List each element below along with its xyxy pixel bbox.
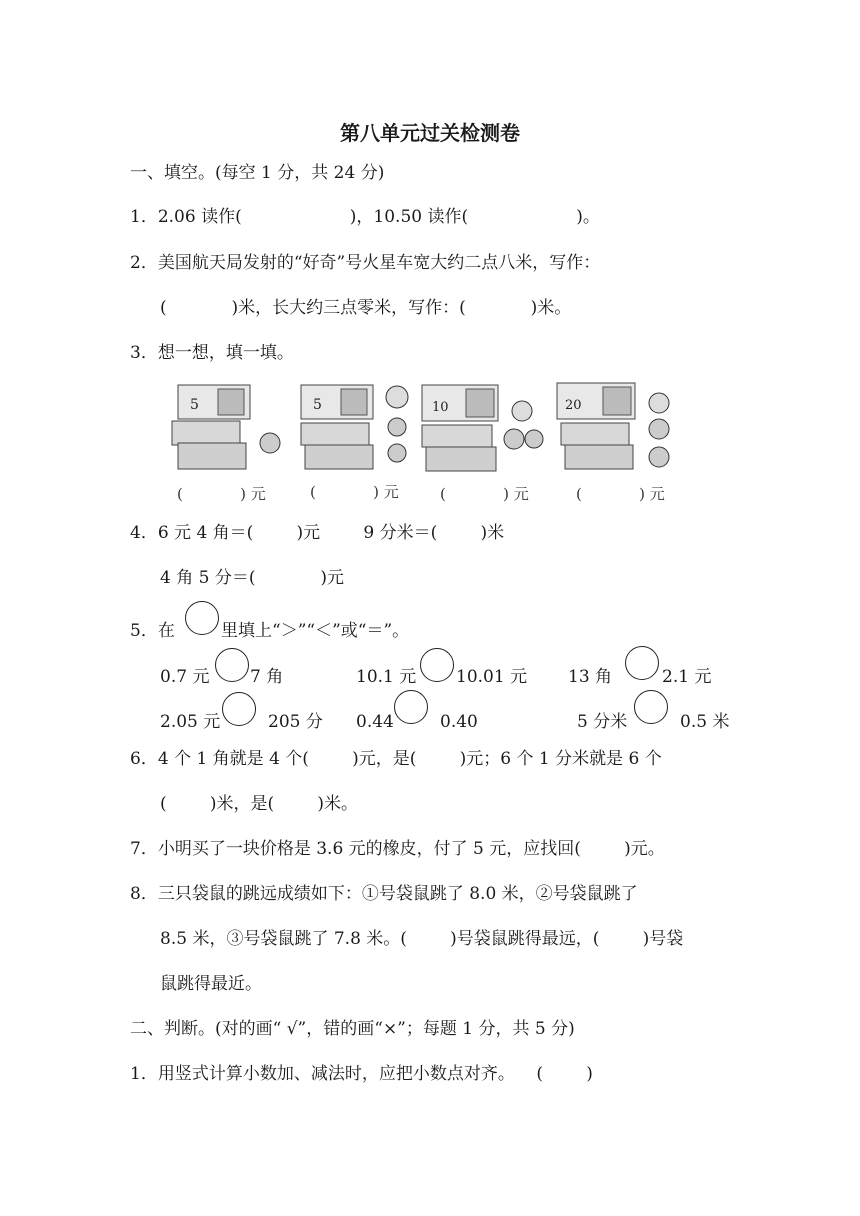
question-2-line2: ( )米，长大约三点零米，写作：( )米。 <box>160 298 572 318</box>
compare-circle-icon <box>625 646 659 680</box>
money-group-3 <box>420 381 545 475</box>
note-value: 5 <box>313 397 322 413</box>
question-4-line2: 4 角 5 分＝( )元 <box>160 568 344 588</box>
note-value: 10 <box>432 400 449 415</box>
q5-r2-c3-right: 0.5 米 <box>680 712 730 732</box>
question-5-prompt-a: 5．在 <box>130 621 175 641</box>
q3-caption-3: ( ) 元 <box>440 485 529 503</box>
q3-caption-4: ( ) 元 <box>576 485 665 503</box>
q5-r1-c1-left: 0.7 元 <box>160 667 210 687</box>
page-title: 第八单元过关检测卷 <box>340 121 520 145</box>
q5-r1-c3-right: 2.1 元 <box>662 667 712 687</box>
q5-r2-c2-right: 0.40 <box>440 712 478 732</box>
question-6-line1: 6．4 个 1 角就是 4 个( )元，是( )元；6 个 1 分米就是 6 个 <box>130 749 662 769</box>
judge-1: 1．用竖式计算小数加、减法时，应把小数点对齐。 ( ) <box>130 1064 593 1084</box>
section1-header: 一、填空。(每空 1 分，共 24 分) <box>130 163 385 183</box>
money-group-1 <box>170 383 290 473</box>
question-8-line2: 8.5 米，③号袋鼠跳了 7.8 米。( )号袋鼠跳得最远，( )号袋 <box>160 929 684 949</box>
q3-caption-1: ( ) 元 <box>177 485 266 503</box>
question-1: 1．2.06 读作( )，10.50 读作( )。 <box>130 207 600 227</box>
compare-circle-icon <box>215 648 249 682</box>
compare-circle-icon <box>222 692 256 726</box>
q5-r2-c1-left: 2.05 元 <box>160 712 221 732</box>
q3-caption-2: ( ) 元 <box>310 483 399 501</box>
question-3-prompt: 3．想一想，填一填。 <box>130 343 294 363</box>
compare-circle-icon <box>394 690 428 724</box>
q5-r2-c2-left: 0.44 <box>356 712 394 732</box>
question-2-line1: 2．美国航天局发射的“好奇”号火星车宽大约二点八米，写作： <box>130 253 601 273</box>
compare-circle-icon <box>420 648 454 682</box>
q5-r1-c3-left: 13 角 <box>568 667 613 687</box>
q5-r1-c2-right: 10.01 元 <box>456 667 528 687</box>
question-5-prompt-b: 里填上“＞”“＜”或“＝”。 <box>221 621 410 641</box>
question-6-line2: ( )米，是( )米。 <box>160 794 358 814</box>
question-7: 7．小明买了一块价格是 3.6 元的橡皮，付了 5 元，应找回( )元。 <box>130 839 665 859</box>
compare-circle-icon <box>634 690 668 724</box>
section2-header: 二、判断。(对的画“ √”，错的画“×”；每题 1 分，共 5 分) <box>130 1019 575 1039</box>
q5-r1-c1-right: 7 角 <box>250 667 284 687</box>
money-group-4 <box>555 381 680 475</box>
note-value: 5 <box>190 397 199 413</box>
question-8-line3: 鼠跳得最近。 <box>160 974 262 994</box>
money-group-2 <box>297 381 417 473</box>
q5-r2-c1-right: 205 分 <box>268 712 323 732</box>
note-value: 20 <box>565 398 582 413</box>
compare-circle-icon <box>185 601 219 635</box>
q5-r2-c3-left: 5 分米 <box>577 712 628 732</box>
question-4-line1: 4．6 元 4 角＝( )元 9 分米＝( )米 <box>130 523 505 543</box>
question-8-line1: 8．三只袋鼠的跳远成绩如下：①号袋鼠跳了 8.0 米，②号袋鼠跳了 <box>130 884 638 904</box>
q5-r1-c2-left: 10.1 元 <box>356 667 417 687</box>
